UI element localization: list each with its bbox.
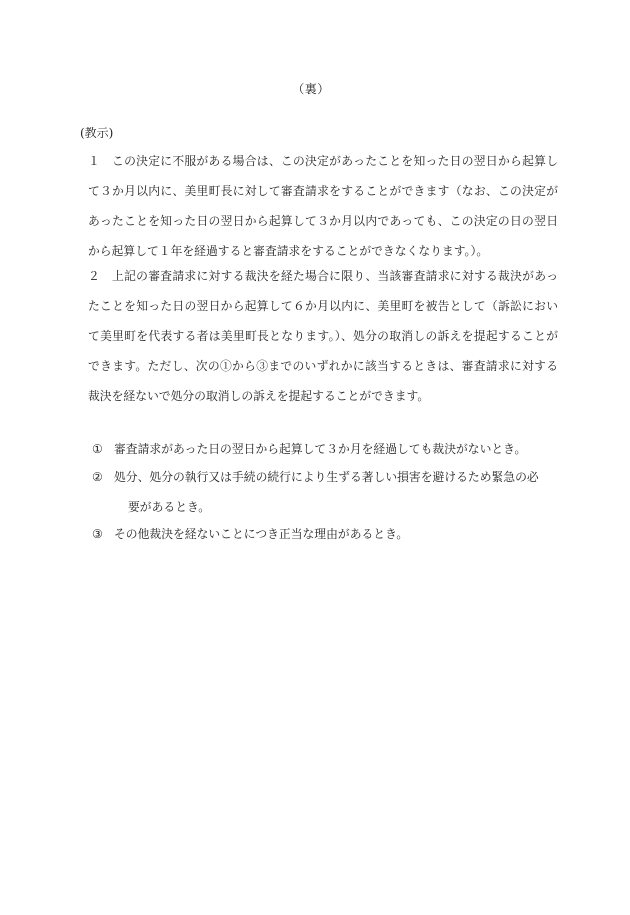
instruction-item	[88, 146, 558, 266]
sub-item-marker: ①	[92, 442, 103, 456]
sub-item-text	[92, 462, 558, 522]
sub-item	[92, 462, 558, 522]
item-number: １	[88, 154, 100, 168]
page-header	[0, 80, 630, 97]
item-text: 上記の審査請求に対する裁決を経た場合に限り、当該審査請求に対する裁決があったことを知った日の翌日から起算して６か月以内に、美里町を被告として（訴訟において美里町を代表する者は美里町長となります。）、処分の取消しの訴えを提起することができます。ただし、次の①から③までのいずれかに該当するときは、審査請求に対する裁決を経ないで処分の取消しの訴えを提起することができます。	[88, 269, 558, 403]
item-text: この決定に不服がある場合は、この決定があったことを知った日の翌日から起算して３か月以内に、美里町長に対して審査請求をすることができます（なお、この決定があったことを知った日の翌日から起算して３か月以内であっても、この決定の日の翌日から起算して１年を経過すると審査請求をすることができなくなります。）。	[88, 154, 558, 258]
sub-item	[92, 519, 558, 549]
sub-item-marker: ③	[92, 527, 103, 541]
sub-item-text	[92, 519, 558, 549]
item-number: ２	[88, 269, 100, 283]
sub-item-line: その他裁決を経ないことにつき正当な理由があるとき。	[114, 527, 409, 541]
sub-item	[92, 434, 558, 464]
sub-item-text	[92, 434, 558, 464]
sub-item-line: 審査請求があった日の翌日から起算して３か月を経過しても裁決がないとき。	[114, 442, 527, 456]
section-title: (教示)	[80, 126, 114, 140]
sub-item-continuation: 要があるとき。	[128, 500, 211, 514]
instruction-item	[88, 261, 558, 411]
sub-item-line: 処分、処分の執行又は手続の続行により生ずる著しい損害を避けるため緊急の必	[114, 470, 539, 484]
sub-item-marker: ②	[92, 470, 103, 484]
reverse-side-label: （裏）	[292, 82, 330, 96]
